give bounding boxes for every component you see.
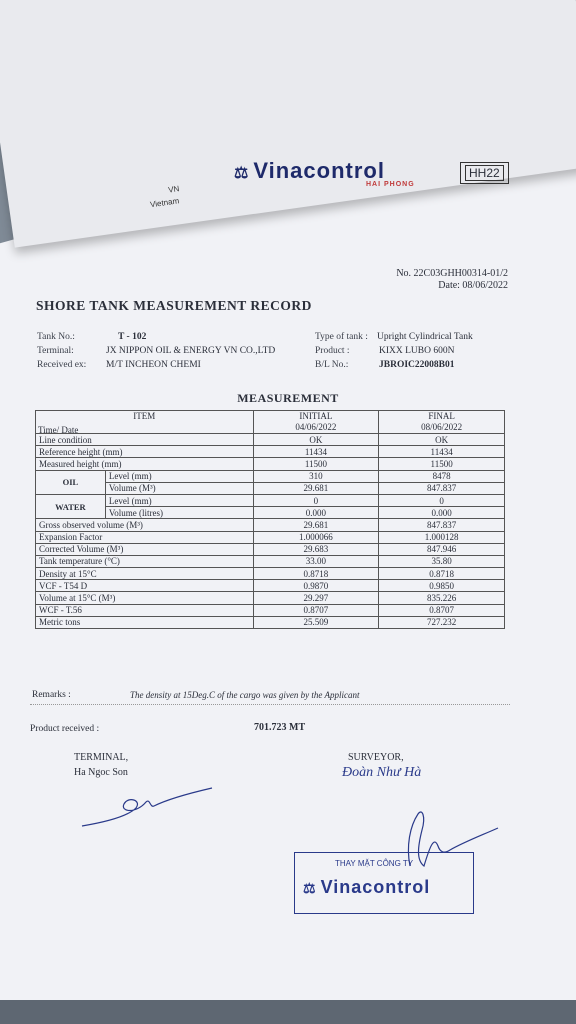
table-row: Volume at 15°C (M³) 29.297 835.226	[36, 592, 505, 604]
table-row: VCF - T54 D 0.9870 0.9850	[36, 580, 505, 592]
received-ex-label: Received ex:	[37, 360, 87, 370]
table-row: Expansion Factor 1.000066 1.000128	[36, 531, 505, 543]
surveyor-signature-name: Đoàn Như Hà	[342, 765, 422, 780]
product-received-label: Product received :	[30, 724, 100, 734]
bl-value: JBROIC22008B01	[379, 360, 455, 370]
tank-type-label: Type of tank :	[315, 332, 368, 342]
vinacontrol-logo	[234, 158, 385, 184]
received-ex-value: M/T INCHEON CHEMI	[106, 360, 201, 370]
document-date: Date: 08/06/2022	[438, 280, 508, 291]
table-row: OIL Level (mm) 310 8478	[36, 470, 505, 482]
table-row: Volume (M³) 29.681 847.837	[36, 482, 505, 494]
terminal-value: JX NIPPON OIL & ENERGY VN CO.,LTD	[106, 346, 276, 356]
remarks-text: The density at 15Deg.C of the cargo was given by the Applicant	[130, 690, 360, 700]
scale-icon: ⚖	[303, 880, 317, 896]
tank-value: T - 102	[118, 332, 147, 342]
divider	[30, 704, 510, 705]
document-number: No. 22C03GHH00314-01/2	[396, 268, 508, 279]
table-row: Volume (litres) 0.000 0.000	[36, 507, 505, 519]
measurement-title: MEASUREMENT	[237, 391, 339, 405]
sheet-fragment-text: VN	[167, 184, 180, 195]
terminal-signature	[76, 782, 216, 832]
terminal-signature-label: TERMINAL,	[74, 752, 129, 763]
company-stamp	[294, 852, 474, 914]
table-row: Reference height (mm) 11434 11434	[36, 446, 505, 458]
terminal-label: Terminal:	[37, 346, 74, 356]
table-row: Density at 15°C 0.8718 0.8718	[36, 568, 505, 580]
table-row: Measured height (mm) 11500 11500	[36, 458, 505, 470]
header-final: FINAL 08/06/2022	[379, 411, 505, 434]
table-row: Gross observed volume (M³) 29.681 847.837	[36, 519, 505, 531]
tank-type-value: Upright Cylindrical Tank	[377, 332, 473, 342]
table-row: Metric tons 25.509 727.232	[36, 616, 505, 628]
table-row: WATER Level (mm) 0 0	[36, 494, 505, 506]
table-row: Corrected Volume (M³) 29.683 847.946	[36, 543, 505, 555]
product-value: KIXX LUBO 600N	[379, 346, 455, 356]
code-box	[460, 162, 509, 184]
table-row: WCF - T.56 0.8707 0.8707	[36, 604, 505, 616]
sheet-fragment-text: Vietnam	[149, 196, 180, 210]
terminal-signatory-name: Ha Ngoc Son	[74, 767, 128, 778]
stamp-logo	[303, 877, 430, 898]
water-group-label: WATER	[36, 494, 106, 518]
table-row: Line condition OK OK	[36, 434, 505, 446]
tank-label: Tank No.:	[37, 332, 75, 342]
remarks-label: Remarks :	[32, 690, 71, 700]
oil-group-label: OIL	[36, 470, 106, 494]
page-title: SHORE TANK MEASUREMENT RECORD	[36, 298, 312, 313]
bl-label: B/L No.:	[315, 360, 349, 370]
surveyor-signature-label: SURVEYOR,	[348, 752, 404, 763]
table-header-row	[36, 411, 505, 434]
product-received-value: 701.723 MT	[254, 722, 306, 733]
header-initial: INITIAL 04/06/2022	[253, 411, 379, 434]
stamp-caption: THAY MẶT CÔNG TY	[335, 859, 414, 868]
logo-text: Vinacontrol	[253, 158, 385, 183]
code-box-text: HH22	[465, 165, 504, 181]
measurement-table	[35, 410, 505, 629]
product-label: Product :	[315, 346, 350, 356]
time-date-label: Time/ Date	[38, 425, 79, 435]
logo-subtitle: HAI PHONG	[366, 181, 415, 188]
stamp-logo-text: Vinacontrol	[320, 877, 431, 897]
scale-icon: ⚖	[234, 165, 250, 182]
table-row: Tank temperature (°C) 33.00 35.80	[36, 555, 505, 567]
header-item: ITEM	[36, 411, 254, 434]
